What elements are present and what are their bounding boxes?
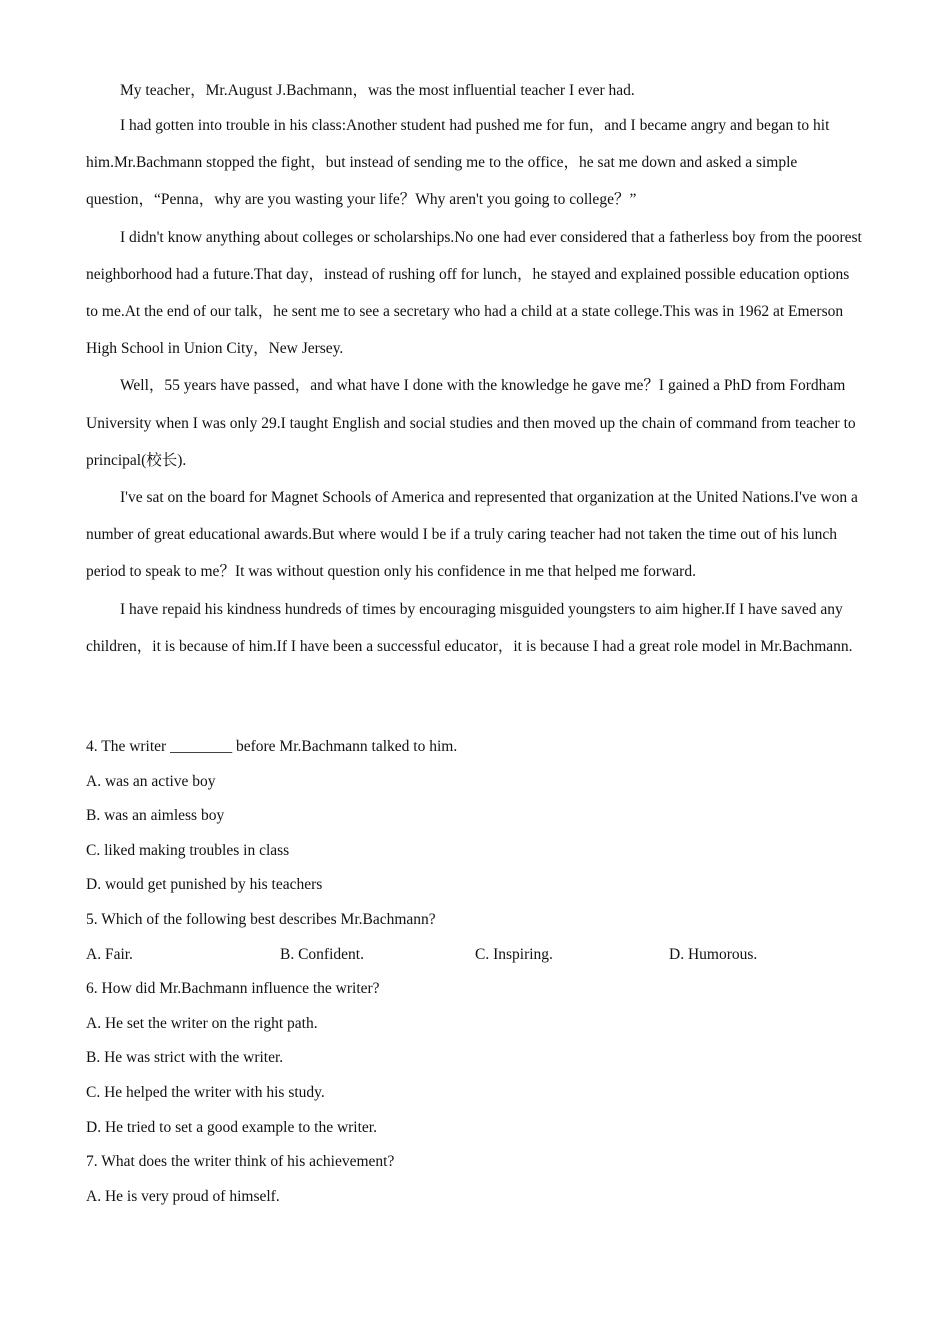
question-6-option-c: C. He helped the writer with his study. (86, 1083, 325, 1101)
passage-paragraph-1: My teacher，Mr.August J.Bachmann，was the most influential teacher I ever had. (120, 82, 635, 99)
passage-paragraph-3: I didn't know anything about colleges or scholarships.No one had ever considered that a fatherless boy from the poorest neighborhood had a future.That day，instead of rushing off for lunch，he stayed and explained possible education options to me.At the end of our talk，he sent me to see a secretary who had a child at a state college.This was in 1962 at Emerson High School in Union City，New Jersey. (86, 228, 862, 358)
question-6-option-b: B. He was strict with the writer. (86, 1049, 284, 1067)
question-4-option-b: B. was an aimless boy (86, 807, 225, 825)
question-5-option-d: D. Humorous. (669, 945, 758, 963)
question-4-stem: 4. The writer ________ before Mr.Bachmann talked to him. (86, 738, 458, 755)
question-7-stem: 7. What does the writer think of his achievement? (86, 1153, 395, 1171)
question-5-option-b: B. Confident. (280, 945, 364, 963)
passage-paragraph-6: I have repaid his kindness hundreds of times by encouraging misguided youngsters to aim higher.If I have saved any children，it is because of him.If I have been a successful educator，it is because I had a great role model in Mr.Bachmann. (86, 600, 853, 655)
question-5-option-c: C. Inspiring. (475, 945, 553, 963)
passage-paragraph-4: Well，55 years have passed，and what have I done with the knowledge he gave me？I gained a PhD from Fordham University when I was only 29.I taught English and social studies and then moved up the chain of command from teacher to principal(校长). (86, 377, 856, 469)
question-5-stem: 5. Which of the following best describes Mr.Bachmann? (86, 910, 436, 928)
question-4-option-a: A. was an active boy (86, 772, 216, 790)
question-6-option-a: A. He set the writer on the right path. (86, 1014, 318, 1032)
question-6-stem: 6. How did Mr.Bachmann influence the writer? (86, 980, 380, 998)
reading-passage (86, 78, 862, 665)
question-4-option-d: D. would get punished by his teachers (86, 876, 323, 894)
question-list (86, 734, 862, 1218)
question-4-option-c: C. liked making troubles in class (86, 841, 290, 859)
question-6-option-d: D. He tried to set a good example to the writer. (86, 1118, 377, 1136)
question-7-option-a: A. He is very proud of himself. (86, 1187, 280, 1205)
passage-paragraph-2: I had gotten into trouble in his class:Another student had pushed me for fun，and I became angry and began to hit him.Mr.Bachmann stopped the fight，but instead of sending me to the office，he sat me down and asked a simple question，“Penna，why are you wasting your life？Why aren't you going to college？” (86, 117, 830, 209)
question-5-option-a: A. Fair. (86, 945, 133, 963)
passage-paragraph-5: I've sat on the board for Magnet Schools of America and represented that organization at the United Nations.I've won a number of great educational awards.But where would I be if a truly caring teacher had not taken the time out of his lunch period to speak to me？It was without question only his confidence in me that helped me forward. (86, 489, 858, 581)
question-5-options-row (86, 942, 862, 977)
